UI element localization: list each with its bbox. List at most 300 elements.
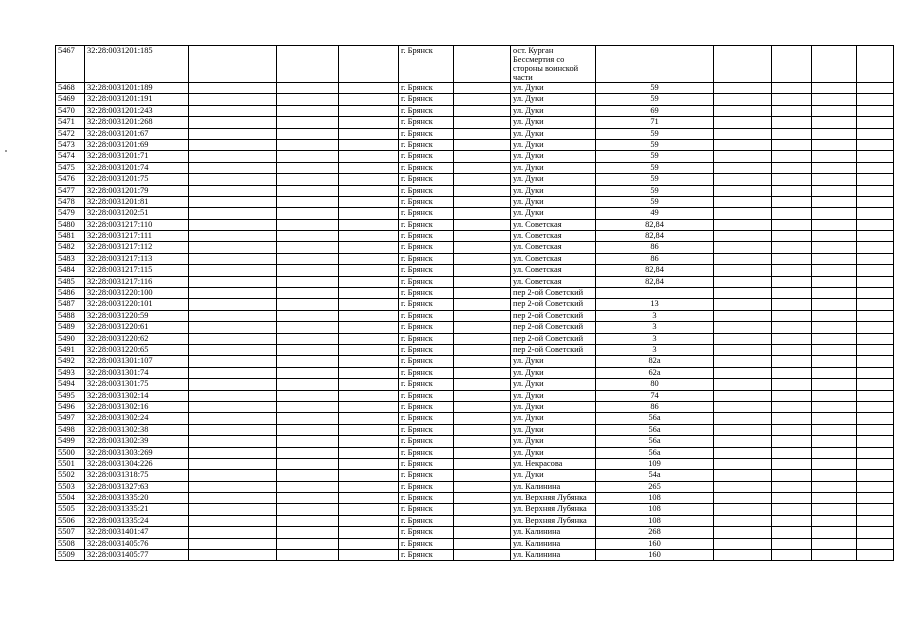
street-cell: ул. Дуки (511, 83, 596, 94)
empty-cell (857, 151, 894, 162)
house-number-cell: 82,84 (596, 231, 714, 242)
empty-cell (714, 242, 772, 253)
empty-cell (772, 527, 812, 538)
house-number-cell: 3 (596, 333, 714, 344)
empty-cell (772, 379, 812, 390)
city-cell: г. Брянск (399, 527, 454, 538)
empty-cell (339, 162, 399, 173)
empty-cell (454, 117, 511, 128)
empty-cell (857, 83, 894, 94)
empty-cell (714, 458, 772, 469)
empty-cell (812, 276, 857, 287)
house-number-cell: 59 (596, 162, 714, 173)
scan-speck (5, 150, 7, 152)
table-row (56, 470, 894, 481)
empty-cell (189, 185, 277, 196)
empty-cell (339, 504, 399, 515)
empty-cell (714, 139, 772, 150)
city-cell: г. Брянск (399, 538, 454, 549)
house-number-cell: 265 (596, 481, 714, 492)
street-cell: ул. Дуки (511, 196, 596, 207)
empty-cell (714, 105, 772, 116)
empty-cell (277, 288, 339, 299)
empty-cell (812, 424, 857, 435)
empty-cell (772, 493, 812, 504)
empty-cell (454, 139, 511, 150)
house-number-cell: 82,84 (596, 265, 714, 276)
empty-cell (714, 46, 772, 83)
street-cell: пер 2-ой Советский (511, 333, 596, 344)
city-cell: г. Брянск (399, 390, 454, 401)
empty-cell (714, 401, 772, 412)
empty-cell (454, 367, 511, 378)
row-number-cell: 5508 (56, 538, 85, 549)
table-row (56, 253, 894, 264)
empty-cell (857, 94, 894, 105)
house-number-cell: 56а (596, 436, 714, 447)
house-number-cell: 268 (596, 527, 714, 538)
house-number-cell: 3 (596, 322, 714, 333)
row-number-cell: 5494 (56, 379, 85, 390)
empty-cell (189, 196, 277, 207)
empty-cell (189, 288, 277, 299)
empty-cell (714, 196, 772, 207)
empty-cell (857, 322, 894, 333)
empty-cell (339, 310, 399, 321)
cadastral-number-cell: 32:28:0031220:100 (85, 288, 189, 299)
empty-cell (189, 424, 277, 435)
street-cell: ост. Курган Бессмертия со стороны воинской части (511, 46, 596, 83)
empty-cell (772, 504, 812, 515)
empty-cell (857, 208, 894, 219)
city-cell: г. Брянск (399, 322, 454, 333)
house-number-cell: 80 (596, 379, 714, 390)
empty-cell (812, 185, 857, 196)
empty-cell (277, 242, 339, 253)
empty-cell (772, 436, 812, 447)
table-row (56, 276, 894, 287)
empty-cell (812, 527, 857, 538)
street-cell: ул. Некрасова (511, 458, 596, 469)
empty-cell (189, 515, 277, 526)
city-cell: г. Брянск (399, 174, 454, 185)
empty-cell (772, 333, 812, 344)
cadastral-number-cell: 32:28:0031201:268 (85, 117, 189, 128)
city-cell: г. Брянск (399, 344, 454, 355)
row-number-cell: 5502 (56, 470, 85, 481)
empty-cell (454, 379, 511, 390)
empty-cell (189, 242, 277, 253)
empty-cell (857, 333, 894, 344)
table-row (56, 413, 894, 424)
empty-cell (277, 196, 339, 207)
empty-cell (812, 174, 857, 185)
empty-cell (277, 333, 339, 344)
row-number-cell: 5493 (56, 367, 85, 378)
empty-cell (277, 185, 339, 196)
empty-cell (454, 413, 511, 424)
empty-cell (714, 447, 772, 458)
row-number-cell: 5507 (56, 527, 85, 538)
empty-cell (772, 185, 812, 196)
city-cell: г. Брянск (399, 493, 454, 504)
street-cell: пер 2-ой Советский (511, 310, 596, 321)
street-cell: ул. Верхняя Лубянка (511, 493, 596, 504)
empty-cell (714, 367, 772, 378)
house-number-cell: 59 (596, 139, 714, 150)
empty-cell (277, 253, 339, 264)
city-cell: г. Брянск (399, 83, 454, 94)
empty-cell (714, 379, 772, 390)
empty-cell (339, 424, 399, 435)
table-row (56, 436, 894, 447)
house-number-cell: 56а (596, 413, 714, 424)
empty-cell (454, 253, 511, 264)
table-row (56, 208, 894, 219)
empty-cell (454, 46, 511, 83)
empty-cell (277, 83, 339, 94)
empty-cell (714, 424, 772, 435)
empty-cell (339, 265, 399, 276)
cadastral-number-cell: 32:28:0031220:101 (85, 299, 189, 310)
house-number-cell: 82,84 (596, 219, 714, 230)
street-cell: ул. Дуки (511, 379, 596, 390)
empty-cell (339, 538, 399, 549)
cadastral-number-cell: 32:28:0031301:75 (85, 379, 189, 390)
empty-cell (277, 265, 339, 276)
empty-cell (714, 333, 772, 344)
cadastral-number-cell: 32:28:0031302:38 (85, 424, 189, 435)
street-cell: ул. Калинина (511, 481, 596, 492)
empty-cell (189, 333, 277, 344)
table-row (56, 447, 894, 458)
empty-cell (454, 105, 511, 116)
empty-cell (772, 105, 812, 116)
empty-cell (454, 470, 511, 481)
cadastral-number-cell: 32:28:0031201:69 (85, 139, 189, 150)
empty-cell (812, 310, 857, 321)
row-number-cell: 5483 (56, 253, 85, 264)
empty-cell (277, 481, 339, 492)
empty-cell (857, 46, 894, 83)
empty-cell (812, 162, 857, 173)
cadastral-number-cell: 32:28:0031220:61 (85, 322, 189, 333)
empty-cell (454, 219, 511, 230)
house-number-cell: 74 (596, 390, 714, 401)
empty-cell (857, 550, 894, 561)
row-number-cell: 5467 (56, 46, 85, 83)
empty-cell (812, 436, 857, 447)
city-cell: г. Брянск (399, 447, 454, 458)
empty-cell (857, 379, 894, 390)
city-cell: г. Брянск (399, 470, 454, 481)
empty-cell (812, 504, 857, 515)
table-row (56, 139, 894, 150)
empty-cell (454, 231, 511, 242)
empty-cell (277, 139, 339, 150)
empty-cell (857, 515, 894, 526)
empty-cell (857, 242, 894, 253)
cadastral-number-cell: 32:28:0031201:75 (85, 174, 189, 185)
empty-cell (812, 117, 857, 128)
house-number-cell: 86 (596, 253, 714, 264)
empty-cell (339, 527, 399, 538)
empty-cell (857, 231, 894, 242)
empty-cell (339, 219, 399, 230)
house-number-cell (596, 46, 714, 83)
empty-cell (714, 344, 772, 355)
cadastral-number-cell: 32:28:0031201:79 (85, 185, 189, 196)
house-number-cell: 108 (596, 515, 714, 526)
empty-cell (189, 550, 277, 561)
empty-cell (339, 322, 399, 333)
empty-cell (277, 117, 339, 128)
street-cell: ул. Дуки (511, 174, 596, 185)
street-cell: ул. Дуки (511, 139, 596, 150)
empty-cell (277, 424, 339, 435)
empty-cell (277, 401, 339, 412)
house-number-cell: 82а (596, 356, 714, 367)
cadastral-number-cell: 32:28:0031201:67 (85, 128, 189, 139)
empty-cell (339, 470, 399, 481)
empty-cell (454, 94, 511, 105)
empty-cell (714, 208, 772, 219)
street-cell: ул. Советская (511, 231, 596, 242)
table-row (56, 379, 894, 390)
empty-cell (454, 299, 511, 310)
house-number-cell: 82,84 (596, 276, 714, 287)
cadastral-number-cell: 32:28:0031301:107 (85, 356, 189, 367)
empty-cell (189, 128, 277, 139)
empty-cell (277, 515, 339, 526)
empty-cell (339, 379, 399, 390)
empty-cell (812, 322, 857, 333)
empty-cell (812, 344, 857, 355)
empty-cell (714, 527, 772, 538)
empty-cell (339, 390, 399, 401)
row-number-cell: 5478 (56, 196, 85, 207)
empty-cell (339, 253, 399, 264)
empty-cell (454, 265, 511, 276)
empty-cell (714, 299, 772, 310)
empty-cell (714, 128, 772, 139)
house-number-cell: 86 (596, 401, 714, 412)
table-row (56, 174, 894, 185)
empty-cell (714, 94, 772, 105)
cadastral-number-cell: 32:28:0031405:76 (85, 538, 189, 549)
row-number-cell: 5484 (56, 265, 85, 276)
empty-cell (772, 299, 812, 310)
empty-cell (277, 390, 339, 401)
empty-cell (812, 151, 857, 162)
empty-cell (812, 299, 857, 310)
empty-cell (714, 390, 772, 401)
cadastral-number-cell: 32:28:0031318:75 (85, 470, 189, 481)
empty-cell (714, 493, 772, 504)
empty-cell (812, 139, 857, 150)
row-number-cell: 5468 (56, 83, 85, 94)
empty-cell (857, 185, 894, 196)
empty-cell (714, 436, 772, 447)
empty-cell (772, 288, 812, 299)
city-cell: г. Брянск (399, 139, 454, 150)
empty-cell (189, 401, 277, 412)
street-cell: ул. Дуки (511, 413, 596, 424)
empty-cell (339, 344, 399, 355)
house-number-cell: 59 (596, 128, 714, 139)
cadastral-number-cell: 32:28:0031301:74 (85, 367, 189, 378)
empty-cell (454, 481, 511, 492)
empty-cell (454, 151, 511, 162)
empty-cell (812, 94, 857, 105)
empty-cell (189, 310, 277, 321)
street-cell: ул. Дуки (511, 162, 596, 173)
cadastral-number-cell: 32:28:0031217:110 (85, 219, 189, 230)
row-number-cell: 5492 (56, 356, 85, 367)
table-row (56, 185, 894, 196)
city-cell: г. Брянск (399, 253, 454, 264)
empty-cell (189, 458, 277, 469)
empty-cell (857, 413, 894, 424)
empty-cell (714, 265, 772, 276)
empty-cell (812, 105, 857, 116)
house-number-cell: 59 (596, 83, 714, 94)
table-row (56, 538, 894, 549)
empty-cell (857, 390, 894, 401)
row-number-cell: 5480 (56, 219, 85, 230)
empty-cell (277, 276, 339, 287)
city-cell: г. Брянск (399, 356, 454, 367)
empty-cell (812, 550, 857, 561)
cadastral-number-cell: 32:28:0031302:16 (85, 401, 189, 412)
empty-cell (277, 299, 339, 310)
empty-cell (339, 276, 399, 287)
empty-cell (714, 174, 772, 185)
city-cell: г. Брянск (399, 196, 454, 207)
empty-cell (189, 447, 277, 458)
city-cell: г. Брянск (399, 128, 454, 139)
street-cell: ул. Калинина (511, 527, 596, 538)
empty-cell (277, 162, 339, 173)
row-number-cell: 5490 (56, 333, 85, 344)
empty-cell (339, 196, 399, 207)
empty-cell (339, 447, 399, 458)
empty-cell (189, 117, 277, 128)
empty-cell (189, 367, 277, 378)
empty-cell (812, 242, 857, 253)
city-cell: г. Брянск (399, 185, 454, 196)
city-cell: г. Брянск (399, 458, 454, 469)
city-cell: г. Брянск (399, 105, 454, 116)
street-cell: пер 2-ой Советский (511, 344, 596, 355)
empty-cell (812, 219, 857, 230)
empty-cell (189, 46, 277, 83)
table-row (56, 333, 894, 344)
empty-cell (454, 333, 511, 344)
empty-cell (772, 322, 812, 333)
house-number-cell: 109 (596, 458, 714, 469)
cadastral-number-cell: 32:28:0031304:226 (85, 458, 189, 469)
cadastral-number-cell: 32:28:0031217:113 (85, 253, 189, 264)
city-cell: г. Брянск (399, 379, 454, 390)
street-cell: ул. Советская (511, 219, 596, 230)
empty-cell (339, 458, 399, 469)
empty-cell (277, 174, 339, 185)
empty-cell (772, 344, 812, 355)
city-cell: г. Брянск (399, 208, 454, 219)
empty-cell (857, 447, 894, 458)
city-cell: г. Брянск (399, 94, 454, 105)
empty-cell (277, 208, 339, 219)
empty-cell (454, 390, 511, 401)
empty-cell (714, 151, 772, 162)
empty-cell (714, 310, 772, 321)
empty-cell (339, 356, 399, 367)
empty-cell (454, 162, 511, 173)
house-number-cell: 108 (596, 493, 714, 504)
empty-cell (454, 447, 511, 458)
empty-cell (339, 174, 399, 185)
cadastral-number-cell: 32:28:0031201:189 (85, 83, 189, 94)
cadastral-number-cell: 32:28:0031217:111 (85, 231, 189, 242)
empty-cell (857, 117, 894, 128)
empty-cell (857, 276, 894, 287)
table-row (56, 481, 894, 492)
table-row (56, 128, 894, 139)
table-row (56, 550, 894, 561)
empty-cell (772, 515, 812, 526)
street-cell: ул. Дуки (511, 470, 596, 481)
row-number-cell: 5474 (56, 151, 85, 162)
empty-cell (454, 515, 511, 526)
empty-cell (714, 322, 772, 333)
empty-cell (277, 128, 339, 139)
cadastral-number-cell: 32:28:0031202:51 (85, 208, 189, 219)
house-number-cell: 3 (596, 344, 714, 355)
empty-cell (812, 390, 857, 401)
empty-cell (772, 310, 812, 321)
empty-cell (857, 527, 894, 538)
empty-cell (772, 470, 812, 481)
street-cell: ул. Дуки (511, 367, 596, 378)
empty-cell (857, 504, 894, 515)
empty-cell (339, 436, 399, 447)
registry-rows (56, 46, 894, 561)
empty-cell (454, 310, 511, 321)
row-number-cell: 5499 (56, 436, 85, 447)
table-row (56, 83, 894, 94)
empty-cell (772, 401, 812, 412)
empty-cell (857, 299, 894, 310)
cadastral-number-cell: 32:28:0031217:116 (85, 276, 189, 287)
street-cell: ул. Дуки (511, 94, 596, 105)
street-cell: ул. Дуки (511, 401, 596, 412)
empty-cell (857, 470, 894, 481)
street-cell: ул. Калинина (511, 550, 596, 561)
empty-cell (812, 83, 857, 94)
empty-cell (857, 288, 894, 299)
empty-cell (454, 208, 511, 219)
empty-cell (454, 493, 511, 504)
empty-cell (772, 550, 812, 561)
row-number-cell: 5491 (56, 344, 85, 355)
empty-cell (772, 367, 812, 378)
street-cell: ул. Верхняя Лубянка (511, 515, 596, 526)
empty-cell (772, 413, 812, 424)
empty-cell (189, 299, 277, 310)
empty-cell (277, 550, 339, 561)
city-cell: г. Брянск (399, 504, 454, 515)
